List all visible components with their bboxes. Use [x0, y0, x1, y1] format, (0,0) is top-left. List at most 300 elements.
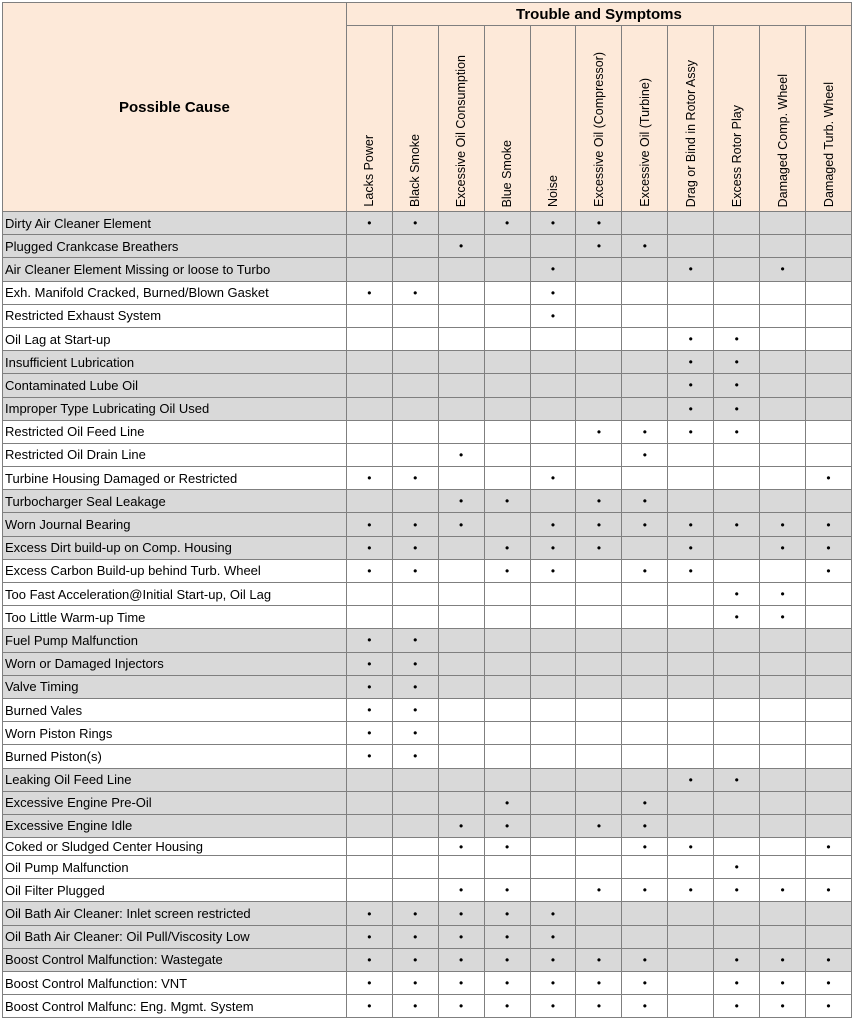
symptom-cell [714, 652, 760, 675]
symptom-cell [714, 838, 760, 856]
symptom-cell [392, 722, 438, 745]
symptom-cell [622, 559, 668, 582]
symptom-cell [760, 791, 806, 814]
symptom-cell [622, 698, 668, 721]
symptom-cell [438, 902, 484, 925]
symptom-cell [668, 902, 714, 925]
symptom-cell [346, 490, 392, 513]
symptom-dot: • [504, 494, 510, 509]
table-row [3, 948, 852, 971]
symptom-cell [392, 304, 438, 327]
symptom-cell [530, 652, 576, 675]
symptom-cell [346, 397, 392, 420]
symptom-cell [530, 559, 576, 582]
symptom-cell [760, 536, 806, 559]
symptom-dot: • [413, 656, 418, 671]
symptom-cell [392, 212, 438, 235]
symptom-cell [392, 745, 438, 768]
symptom-cell [668, 856, 714, 879]
symptom-dot: • [459, 818, 464, 833]
symptom-dot: • [367, 285, 372, 300]
symptom-cell [714, 948, 760, 971]
symptom-dot: • [826, 517, 831, 532]
symptom-cell [438, 258, 484, 281]
symptom-cell [438, 443, 484, 466]
symptom-dot: • [413, 952, 418, 967]
symptom-dot: • [367, 216, 372, 231]
symptom-dot: • [734, 332, 739, 347]
symptom-cell [806, 212, 852, 235]
symptom-cell [668, 327, 714, 350]
symptom-cell [806, 374, 852, 397]
symptom-header [530, 26, 576, 212]
symptom-cell [806, 814, 852, 837]
symptom-dot: • [413, 563, 418, 578]
symptom-cell [668, 467, 714, 490]
symptom-dot: • [826, 952, 831, 967]
trouble-and-symptoms-header: Trouble and Symptoms [346, 3, 851, 26]
symptom-cell [760, 972, 806, 995]
symptom-dot: • [826, 976, 831, 991]
symptom-cell [714, 879, 760, 902]
symptom-dot: • [780, 976, 785, 991]
symptom-dot: • [367, 999, 372, 1014]
symptom-dot: • [826, 540, 831, 555]
symptom-cell [622, 925, 668, 948]
symptom-cell [668, 972, 714, 995]
table-row [3, 374, 852, 397]
symptom-dot: • [413, 906, 418, 921]
symptom-cell [346, 420, 392, 443]
symptom-cell [484, 420, 530, 443]
symptom-dot: • [367, 906, 372, 921]
symptom-cell [530, 536, 576, 559]
symptom-cell [438, 490, 484, 513]
symptom-cell [576, 722, 622, 745]
symptom-dot: • [504, 839, 510, 854]
symptom-label: Blue Smoke [500, 139, 515, 207]
symptom-cell [622, 745, 668, 768]
symptom-cell [806, 304, 852, 327]
symptom-dot: • [780, 262, 785, 277]
symptom-cell [714, 698, 760, 721]
symptom-cell [438, 351, 484, 374]
symptom-cell [760, 675, 806, 698]
symptom-cell [760, 351, 806, 374]
symptom-cell [346, 675, 392, 698]
symptom-dot: • [688, 883, 693, 898]
symptom-dot: • [550, 999, 556, 1014]
symptom-cell [438, 768, 484, 791]
cause-label: Boost Control Malfunction: Wastegate [3, 948, 347, 971]
symptom-dot: • [688, 839, 693, 854]
symptom-dot: • [688, 540, 693, 555]
cause-label: Fuel Pump Malfunction [3, 629, 347, 652]
symptom-cell [668, 995, 714, 1018]
symptom-dot: • [504, 883, 510, 898]
symptom-label: Noise [545, 175, 560, 207]
symptom-cell [760, 467, 806, 490]
symptom-dot: • [550, 471, 556, 486]
symptom-cell [484, 281, 530, 304]
cause-label: Restricted Oil Feed Line [3, 420, 347, 443]
cause-label: Worn or Damaged Injectors [3, 652, 347, 675]
table-row [3, 925, 852, 948]
symptom-cell [806, 281, 852, 304]
symptom-cell [530, 235, 576, 258]
symptom-dot: • [459, 929, 464, 944]
table-row [3, 258, 852, 281]
symptom-cell [576, 536, 622, 559]
symptom-cell [392, 467, 438, 490]
symptom-header [576, 26, 622, 212]
symptom-cell [392, 536, 438, 559]
symptom-cell [668, 791, 714, 814]
symptom-cell [346, 745, 392, 768]
symptom-cell [576, 675, 622, 698]
symptom-cell [806, 327, 852, 350]
symptom-cell [806, 768, 852, 791]
symptom-cell [346, 583, 392, 606]
symptom-cell [668, 351, 714, 374]
symptom-cell [622, 397, 668, 420]
table-row [3, 212, 852, 235]
symptom-cell [714, 467, 760, 490]
symptom-cell [714, 490, 760, 513]
symptom-cell [714, 281, 760, 304]
symptom-cell [530, 374, 576, 397]
symptom-cell [668, 559, 714, 582]
table-row [3, 698, 852, 721]
symptom-cell [622, 879, 668, 902]
symptom-cell [668, 745, 714, 768]
symptom-cell [668, 629, 714, 652]
symptom-dot: • [550, 262, 556, 277]
symptom-cell [714, 258, 760, 281]
symptom-cell [484, 791, 530, 814]
symptom-cell [760, 327, 806, 350]
symptom-cell [438, 281, 484, 304]
symptom-cell [484, 327, 530, 350]
symptom-dot: • [367, 471, 372, 486]
symptom-cell [530, 583, 576, 606]
symptom-dot: • [826, 883, 831, 898]
symptom-cell [346, 443, 392, 466]
symptom-dot: • [734, 860, 739, 875]
symptom-cell [576, 212, 622, 235]
symptom-dot: • [367, 563, 372, 578]
symptom-dot: • [734, 952, 739, 967]
symptom-dot: • [504, 929, 510, 944]
symptom-cell [438, 397, 484, 420]
symptom-cell [668, 374, 714, 397]
symptom-cell [576, 925, 622, 948]
symptom-cell [438, 838, 484, 856]
symptom-cell [806, 397, 852, 420]
symptom-dot: • [413, 749, 418, 764]
cause-label: Contaminated Lube Oil [3, 374, 347, 397]
symptom-cell [346, 925, 392, 948]
symptom-cell [392, 490, 438, 513]
symptom-cell [392, 856, 438, 879]
symptom-cell [438, 652, 484, 675]
symptom-cell [392, 995, 438, 1018]
symptom-dot: • [826, 999, 831, 1014]
symptom-dot: • [688, 517, 693, 532]
troubleshooting-chart [2, 2, 852, 1018]
symptom-header [438, 26, 484, 212]
symptom-cell [806, 351, 852, 374]
symptom-cell [484, 351, 530, 374]
symptom-cell [668, 879, 714, 902]
symptom-cell [714, 972, 760, 995]
symptom-cell [346, 559, 392, 582]
symptom-cell [714, 814, 760, 837]
symptom-cell [530, 513, 576, 536]
table-row [3, 304, 852, 327]
symptom-cell [530, 490, 576, 513]
symptom-dot: • [596, 216, 602, 231]
symptom-cell [576, 490, 622, 513]
symptom-cell [668, 838, 714, 856]
symptom-cell [576, 995, 622, 1018]
symptom-cell [714, 925, 760, 948]
symptom-cell [346, 629, 392, 652]
symptom-cell [484, 443, 530, 466]
symptom-cell [760, 838, 806, 856]
symptom-dot: • [459, 999, 464, 1014]
symptom-dot: • [734, 772, 739, 787]
symptom-cell [438, 467, 484, 490]
symptom-header [622, 26, 668, 212]
symptom-cell [346, 791, 392, 814]
symptom-cell [714, 397, 760, 420]
symptom-cell [714, 791, 760, 814]
symptom-cell [484, 879, 530, 902]
symptom-cell [484, 212, 530, 235]
symptom-cell [576, 235, 622, 258]
symptom-cell [392, 675, 438, 698]
symptom-cell [576, 559, 622, 582]
cause-label: Valve Timing [3, 675, 347, 698]
symptom-cell [438, 948, 484, 971]
symptom-label: Damaged Comp. Wheel [775, 73, 790, 207]
symptom-dot: • [413, 517, 418, 532]
symptom-cell [438, 559, 484, 582]
symptom-cell [484, 856, 530, 879]
symptom-cell [760, 629, 806, 652]
symptom-dot: • [734, 401, 739, 416]
symptom-dot: • [688, 262, 693, 277]
symptom-cell [714, 559, 760, 582]
possible-cause-header: Possible Cause [3, 3, 347, 212]
symptom-dot: • [642, 999, 647, 1014]
symptom-cell [576, 879, 622, 902]
table-row [3, 879, 852, 902]
symptom-cell [346, 374, 392, 397]
symptom-cell [576, 838, 622, 856]
symptom-cell [346, 856, 392, 879]
symptom-cell [668, 258, 714, 281]
symptom-cell [346, 304, 392, 327]
symptom-dot: • [688, 563, 693, 578]
symptom-cell [622, 351, 668, 374]
symptom-cell [438, 814, 484, 837]
symptom-cell [438, 972, 484, 995]
symptom-cell [346, 972, 392, 995]
symptom-cell [392, 879, 438, 902]
symptom-cell [438, 856, 484, 879]
symptom-dot: • [780, 883, 785, 898]
cause-label: Insufficient Lubrication [3, 351, 347, 374]
table-row [3, 490, 852, 513]
symptom-cell [576, 972, 622, 995]
symptom-cell [668, 675, 714, 698]
symptom-cell [346, 698, 392, 721]
symptom-dot: • [688, 355, 693, 370]
symptom-cell [530, 791, 576, 814]
symptom-cell [530, 698, 576, 721]
symptom-cell [622, 675, 668, 698]
cause-label: Turbocharger Seal Leakage [3, 490, 347, 513]
symptom-cell [760, 559, 806, 582]
symptom-label: Black Smoke [408, 134, 423, 207]
symptom-cell [392, 583, 438, 606]
symptom-cell [576, 814, 622, 837]
cause-label: Dirty Air Cleaner Element [3, 212, 347, 235]
symptom-dot: • [550, 563, 556, 578]
symptom-dot: • [413, 633, 418, 648]
symptom-cell [668, 536, 714, 559]
symptom-cell [484, 995, 530, 1018]
symptom-cell [392, 327, 438, 350]
cause-label: Excess Carbon Build-up behind Turb. Wheel [3, 559, 347, 582]
symptom-dot: • [367, 517, 372, 532]
symptom-cell [530, 768, 576, 791]
symptom-header [668, 26, 714, 212]
symptom-dot: • [504, 818, 510, 833]
symptom-cell [392, 791, 438, 814]
symptom-cell [622, 995, 668, 1018]
symptom-cell [806, 583, 852, 606]
symptom-dot: • [780, 952, 785, 967]
symptom-cell [714, 629, 760, 652]
symptom-cell [346, 281, 392, 304]
symptom-cell [530, 629, 576, 652]
symptom-dot: • [413, 976, 418, 991]
symptom-cell [346, 467, 392, 490]
symptom-cell [438, 606, 484, 629]
table-row [3, 814, 852, 837]
symptom-cell [668, 768, 714, 791]
symptom-cell [760, 768, 806, 791]
symptom-dot: • [550, 929, 556, 944]
symptom-cell [622, 304, 668, 327]
symptom-cell [438, 513, 484, 536]
symptom-dot: • [734, 976, 739, 991]
symptom-cell [760, 814, 806, 837]
symptom-cell [668, 722, 714, 745]
cause-label: Oil Pump Malfunction [3, 856, 347, 879]
symptom-dot: • [413, 999, 418, 1014]
symptom-cell [806, 972, 852, 995]
symptom-dot: • [734, 999, 739, 1014]
symptom-cell [576, 791, 622, 814]
symptom-cell [576, 948, 622, 971]
symptom-cell [760, 258, 806, 281]
symptom-cell [806, 258, 852, 281]
symptom-label: Excessive Oil (Turbine) [637, 78, 652, 207]
symptom-dot: • [642, 563, 647, 578]
symptom-cell [346, 652, 392, 675]
symptom-cell [438, 698, 484, 721]
symptom-cell [484, 397, 530, 420]
symptom-cell [622, 768, 668, 791]
symptom-cell [622, 513, 668, 536]
cause-label: Burned Vales [3, 698, 347, 721]
symptom-cell [668, 443, 714, 466]
symptom-cell [438, 212, 484, 235]
symptom-dot: • [459, 239, 464, 254]
symptom-cell [760, 722, 806, 745]
symptom-cell [622, 838, 668, 856]
symptom-dot: • [367, 749, 372, 764]
symptom-dot: • [596, 883, 602, 898]
symptom-cell [576, 374, 622, 397]
symptom-cell [392, 838, 438, 856]
symptom-cell [484, 838, 530, 856]
symptom-cell [438, 745, 484, 768]
symptom-cell [576, 351, 622, 374]
symptom-cell [806, 235, 852, 258]
symptom-cell [806, 443, 852, 466]
symptom-cell [346, 258, 392, 281]
symptom-dot: • [413, 726, 418, 741]
table-row [3, 420, 852, 443]
symptom-cell [484, 490, 530, 513]
table-row [3, 745, 852, 768]
symptom-cell [484, 768, 530, 791]
symptom-dot: • [413, 471, 418, 486]
symptom-cell [438, 629, 484, 652]
cause-label: Burned Piston(s) [3, 745, 347, 768]
symptom-cell [438, 235, 484, 258]
symptom-cell [438, 536, 484, 559]
cause-label: Excess Dirt build-up on Comp. Housing [3, 536, 347, 559]
symptom-cell [346, 327, 392, 350]
symptom-header [760, 26, 806, 212]
symptom-cell [576, 258, 622, 281]
symptom-cell [530, 856, 576, 879]
symptom-cell [530, 675, 576, 698]
symptom-cell [668, 397, 714, 420]
cause-label: Leaking Oil Feed Line [3, 768, 347, 791]
symptom-cell [392, 902, 438, 925]
symptom-dot: • [688, 378, 693, 393]
symptom-dot: • [780, 517, 785, 532]
cause-rows [3, 212, 852, 1018]
symptom-cell [806, 490, 852, 513]
symptom-dot: • [367, 703, 372, 718]
symptom-cell [668, 652, 714, 675]
symptom-cell [484, 606, 530, 629]
symptom-dot: • [550, 285, 556, 300]
symptom-cell [760, 698, 806, 721]
symptom-cell [806, 467, 852, 490]
symptom-cell [484, 675, 530, 698]
symptom-cell [714, 745, 760, 768]
symptom-cell [530, 258, 576, 281]
